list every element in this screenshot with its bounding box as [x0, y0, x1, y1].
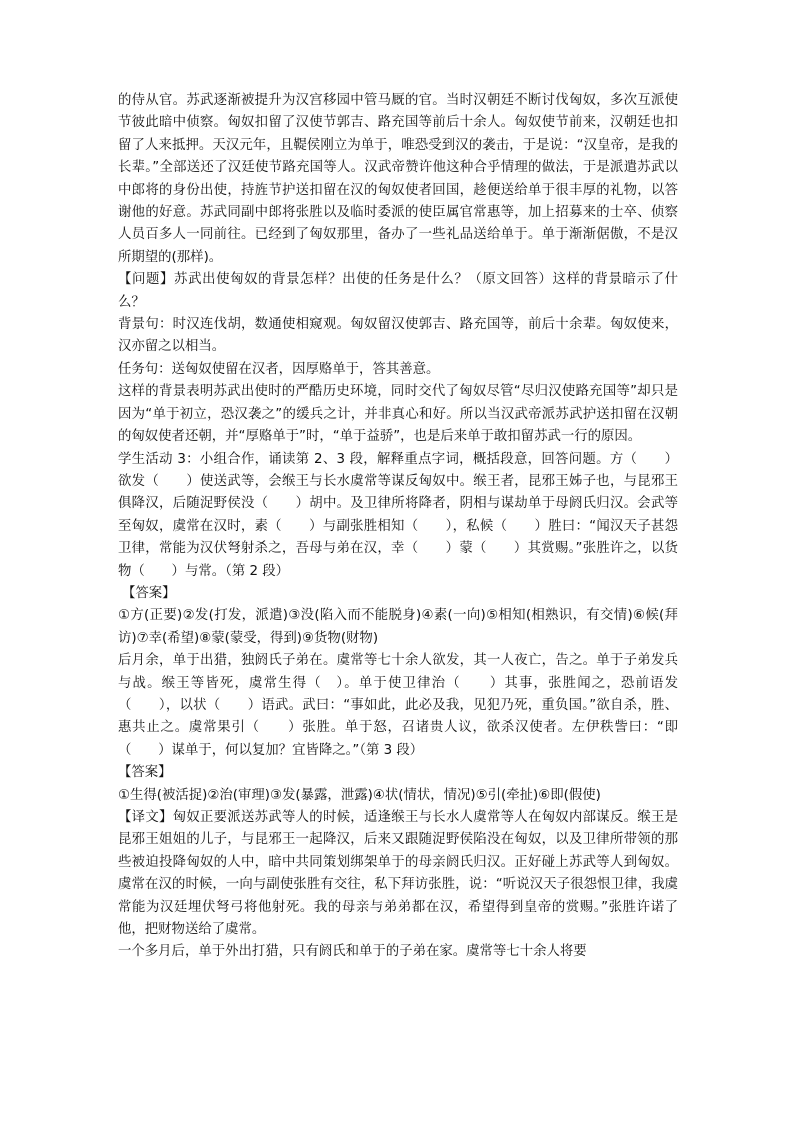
document-page	[118, 90, 678, 964]
task-sentence: 任务句：送匈奴使留在汉者，因厚赂单于，答其善意。	[118, 361, 440, 377]
answer-heading: 【答案】	[118, 765, 172, 781]
analysis-paragraph: 这样的背景表明苏武出使时的严酷历史环境，同时交代了匈奴尽管“尽归汉使路充国等”却只是因为“单于初立，恐汉袭之”的缓兵之计，并非真心和好。所以当汉武帝派苏武护送扣留在汉朝的匈奴使者还朝，并“厚赂单于”时，“单于益骄”，也是后来单于敢扣留苏武一行的原因。	[118, 384, 678, 445]
answer-heading: 【答案】	[122, 585, 176, 601]
translation-paragraph-intro: 的侍从官。苏武逐渐被提升为汉宫移园中管马厩的官。当时汉朝廷不断讨伐匈奴，多次互派使节彼此暗中侦察。匈奴扣留了汉使节郭吉、路充国等前后十余人。匈奴使节前来，汉朝廷也扣留了人来抵押。天汉元年，且鞮侯刚立为单于，唯恐受到汉的袭击，于是说：“汉皇帝，是我的长辈。”全部送还了汉廷使节路充国等人。汉武帝赞许他这种合乎情理的做法，于是派遣苏武以中郎将的身份出使，持旌节护送扣留在汉的匈奴使者回国，趁便送给单于很丰厚的礼物，以答谢他的好意。苏武同副中郎将张胜以及临时委派的使臣属官常惠等，加上招募来的士卒、侦察人员百多人一同前往。已经到了匈奴那里，备办了一些礼品送给单于。单于渐渐倨傲，不是汉所期望的(那样)。	[118, 93, 678, 265]
translation-paragraph-continued: 一个多月后，单于外出打猎，只有阏氏和单于的子弟在家。虞常等七十余人将要	[118, 944, 587, 960]
student-activity-paragraph: 学生活动 3：小组合作，诵读第 2、3 段，解释重点字词，概括段意，回答问题。方（ ）欲发（ ）使送武等，会缑王与长水虞常等谋反匈奴中。缑王者，昆邪王姊子也，与昆邪王俱降汉，后随浞野侯没（ ）胡中。及卫律所将降者，阴相与谋劫单于母阏氏归汉。会武等至匈奴，虞常在汉时，素（ ）与副张胜相知（ ），私候（ ）胜曰：“闻汉天子甚怨卫律，常能为汉伏弩射杀之，吾母与弟在汉，幸（ ）蒙（ ）其赏赐。”张胜许之，以货物（ ）与常。（第 2 段）	[118, 451, 678, 579]
original-text-paragraph-3: 后月余，单于出猎，独阏氏子弟在。虞常等七十余人欲发，其一人夜亡，告之。单于子弟发兵与战。缑王等皆死，虞常生得（ ）。单于使卫律治（ ）其事，张胜闻之，恐前语发（ ），以状（ ）语武。武曰：“事如此，此必及我，见犯乃死，重负国。”欲自杀，胜、惠共止之。虞常果引（ ）张胜。单于怒，召诸贵人议，欲杀汉使者。左伊秩訾曰：“即（ ）谋单于，何以复加？宜皆降之。”（第 3 段）	[118, 653, 678, 758]
question-paragraph: 【问题】苏武出使匈奴的背景怎样？出使的任务是什么？（原文回答）这样的背景暗示了什么？	[118, 272, 678, 310]
answer-list: ①方(正要)②发(打发，派遣)③没(陷入而不能脱身)④素(一向)⑤相知(相熟识，有交情)⑥候(拜访)⑦幸(希望)⑧蒙(蒙受，得到)⑨货物(财物)	[118, 608, 678, 646]
answer-list: ①生得(被活捉)②治(审理)③发(暴露，泄露)④状(情状，情况)⑤引(牵扯)⑥即(假使)	[118, 787, 601, 803]
background-sentence: 背景句：时汉连伐胡，数通使相窥观。匈奴留汉使郭吉、路充国等，前后十余辈。匈奴使来，汉亦留之以相当。	[118, 317, 678, 355]
translation-paragraph: 【译文】匈奴正要派送苏武等人的时候，适逢缑王与长水人虞常等人在匈奴内部谋反。缑王是昆邪王姐姐的儿子，与昆邪王一起降汉，后来又跟随浞野侯陷没在匈奴，以及卫律所带领的那些被迫投降匈奴的人中，暗中共同策划绑架单于的母亲阏氏归汉。正好碰上苏武等人到匈奴。虞常在汉的时候，一向与副使张胜有交往，私下拜访张胜，说：“听说汉天子很怨恨卫律，我虞常能为汉廷埋伏弩弓将他射死。我的母亲与弟弟都在汉，希望得到皇帝的赏赐。”张胜许诺了他，把财物送给了虞常。	[118, 810, 678, 938]
